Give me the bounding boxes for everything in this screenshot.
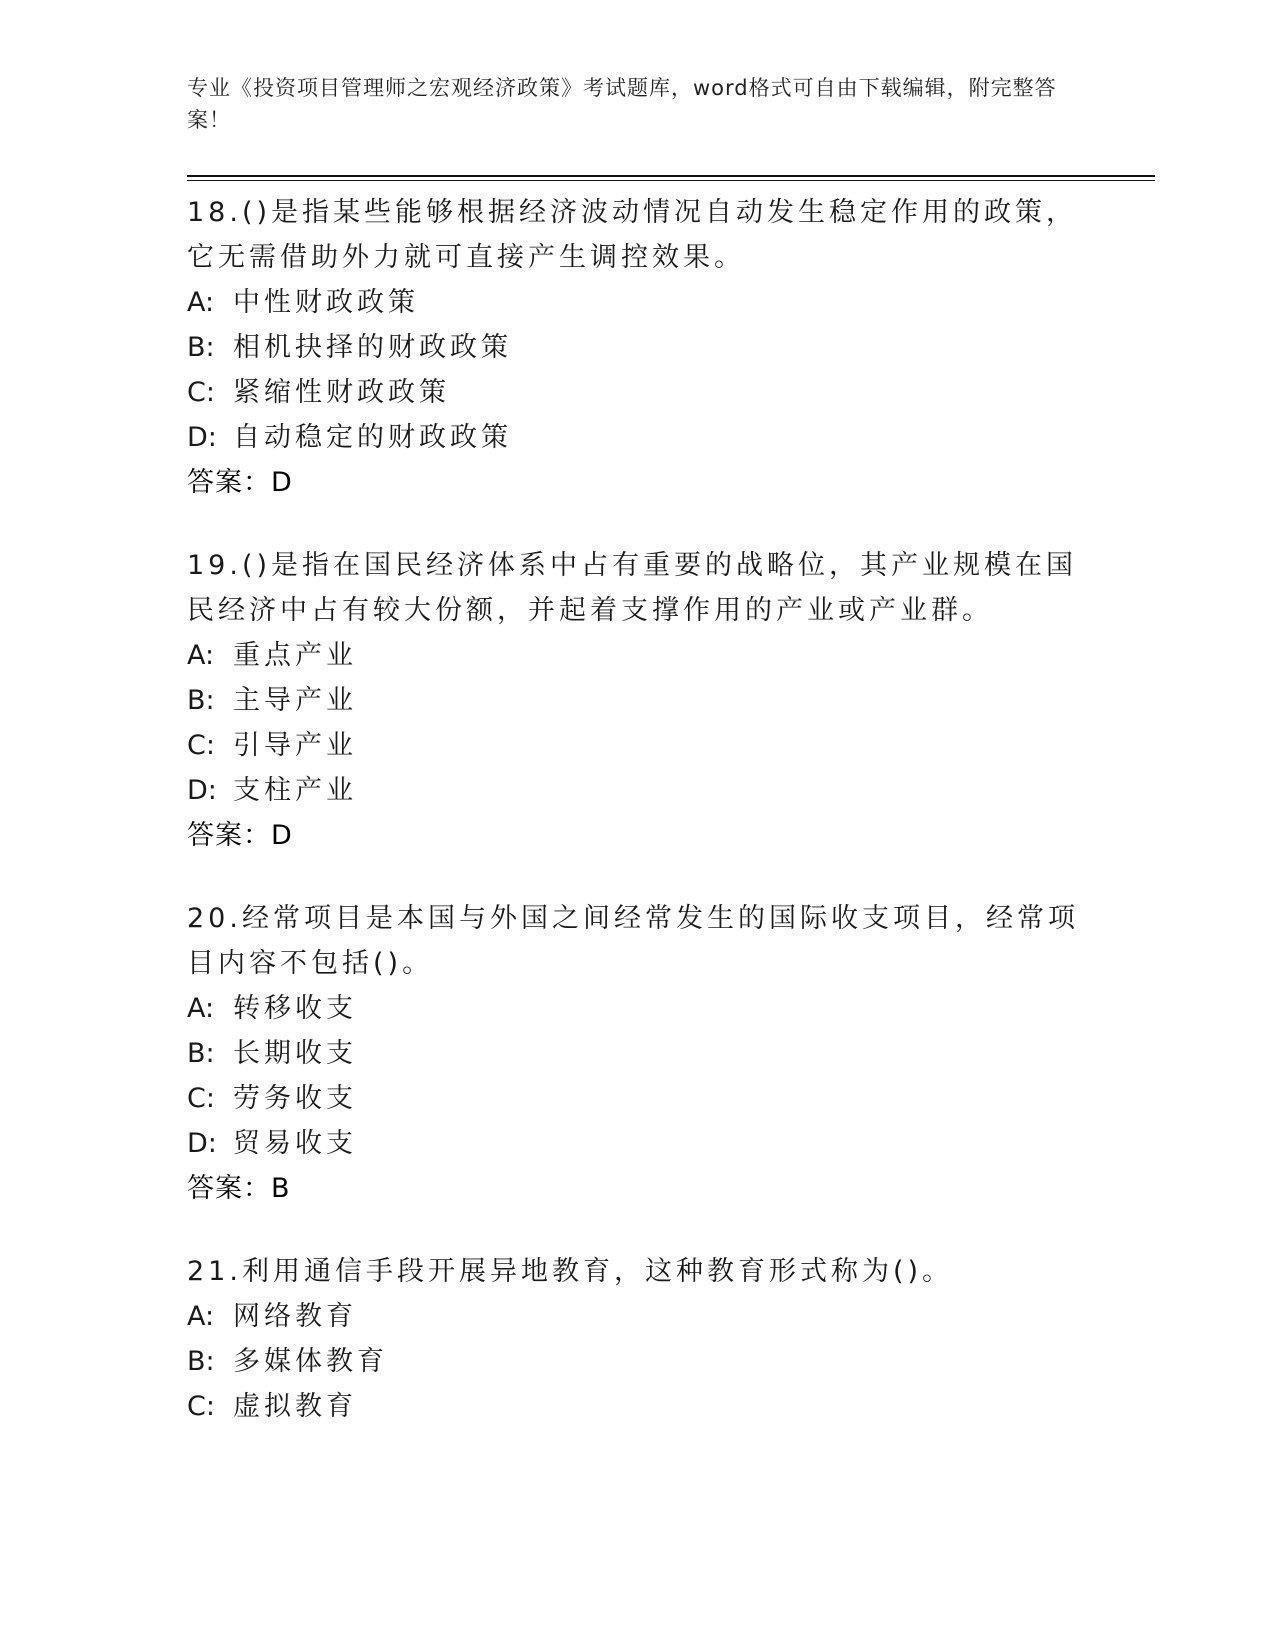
option-letter: A:: [187, 640, 215, 671]
header-rule-thick: [187, 175, 1155, 177]
answer-line: 答案：B: [187, 1173, 291, 1204]
option-text: 长期收支: [233, 1038, 357, 1069]
option-text: 引导产业: [233, 730, 357, 761]
option-text: 网络教育: [233, 1301, 357, 1332]
question-list: [187, 190, 1087, 1467]
question-text: 18.()是指某些能够根据经济波动情况自动发生稳定作用的政策，它无需借助外力就可直接产生调控效果。: [187, 197, 1078, 273]
option-letter: B:: [187, 332, 215, 363]
option-text: 转移收支: [233, 993, 357, 1024]
option-letter: B:: [187, 685, 215, 716]
option-letter: A:: [187, 1301, 215, 1332]
question-text: 19.()是指在国民经济体系中占有重要的战略位，其产业规模在国民经济中占有较大份额，并起着支撑作用的产业或产业群。: [187, 550, 1078, 626]
option-c: [187, 370, 1087, 415]
answer-line: 答案：D: [187, 467, 293, 498]
option-letter: A:: [187, 993, 215, 1024]
option-text: 紧缩性财政政策: [233, 377, 450, 408]
option-a: [187, 633, 1087, 678]
option-a: [187, 986, 1087, 1031]
option-letter: C:: [187, 1391, 215, 1422]
option-letter: C:: [187, 1083, 215, 1114]
option-a: [187, 280, 1087, 325]
option-text: 劳务收支: [233, 1083, 357, 1114]
option-letter: B:: [187, 1346, 215, 1377]
question-18: [187, 190, 1087, 505]
option-d: [187, 768, 1087, 813]
option-letter: B:: [187, 1038, 215, 1069]
question-19: [187, 543, 1087, 858]
option-c: [187, 723, 1087, 768]
question-20: [187, 896, 1087, 1211]
option-b: [187, 678, 1087, 723]
option-d: [187, 415, 1087, 460]
option-letter: D:: [187, 775, 217, 806]
option-letter: C:: [187, 730, 215, 761]
option-b: [187, 1031, 1087, 1076]
document-header: 专业《投资项目管理师之宏观经济政策》考试题库，word格式可自由下载编辑，附完整答案！: [187, 76, 1057, 132]
option-letter: C:: [187, 377, 215, 408]
option-b: [187, 325, 1087, 370]
option-a: [187, 1294, 1087, 1339]
option-text: 相机抉择的财政政策: [233, 332, 512, 363]
question-text: 20.经常项目是本国与外国之间经常发生的国际收支项目，经常项目内容不包括()。: [187, 903, 1079, 979]
option-letter: D:: [187, 422, 217, 453]
option-text: 贸易收支: [233, 1128, 357, 1159]
option-text: 重点产业: [233, 640, 357, 671]
option-text: 自动稳定的财政政策: [233, 422, 512, 453]
option-d: [187, 1121, 1087, 1166]
option-text: 主导产业: [233, 685, 357, 716]
option-text: 支柱产业: [233, 775, 357, 806]
option-c: [187, 1076, 1087, 1121]
option-text: 多媒体教育: [233, 1346, 388, 1377]
option-letter: D:: [187, 1128, 217, 1159]
answer-line: 答案：D: [187, 820, 293, 851]
option-text: 虚拟教育: [233, 1391, 357, 1422]
option-text: 中性财政政策: [233, 287, 419, 318]
option-letter: A:: [187, 287, 215, 318]
option-b: [187, 1339, 1087, 1384]
option-c: [187, 1384, 1087, 1429]
question-text: 21.利用通信手段开展异地教育，这种教育形式称为()。: [187, 1256, 954, 1287]
header-rule-thin: [187, 180, 1155, 181]
question-21: [187, 1249, 1087, 1429]
